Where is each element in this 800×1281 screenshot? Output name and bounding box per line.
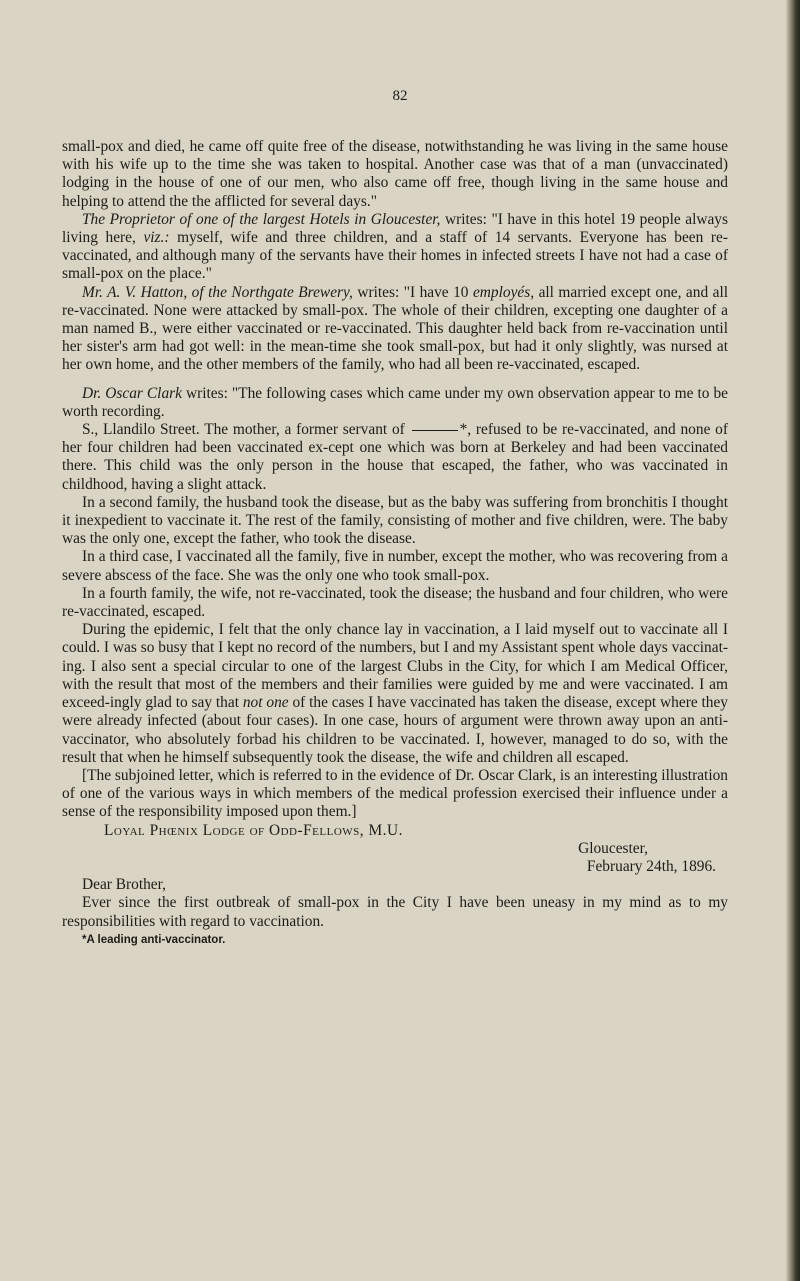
hotel-proprietor-name: The Proprietor of one of the largest Hotels in Gloucester,: [82, 210, 441, 228]
paragraph-oscar-clark: Dr. Oscar Clark writes: "The following cases which came under my own observation appear to me to be worth recording.: [62, 384, 729, 420]
letter-place: Gloucester,: [578, 839, 648, 857]
letter-paragraph-1: Ever since the first outbreak of small-pox in the City I have been uneasy in my mind as to my responsibilities with regard to vaccination.: [62, 894, 728, 930]
paragraph-epidemic: During the epidemic, I felt that the only chance lay in vaccination, a I laid myself out to vaccinate all I could. I was so busy that I kept no record of the numbers, but I and my Assistant spent whole days vaccinat-ing. I also sent a special circular to one of the largest Clubs in the City, for which I am Medical Officer, with the result that most of the members and their families were guided by me and were vaccinated. I am exceed-ingly glad to say that not one of the cases I have vaccinated has taken the disease, except where they were already infected (about four cases). In one case, hours of argument were thrown away upon an anti-vaccinator, who absolutely forbad his children to be vaccinated. I, however, managed to do so, with the result that when he himself subsequently took the disease, the wife and children all escaped.: [62, 621, 729, 766]
paragraph-second-family: In a second family, the husband took the disease, but as the baby was suffering from bronchitis I thought it inexpedient to vaccinate it. The rest of the family, consisting of mother and five children, were. The baby was the only one, except the father, who took the disease.: [62, 493, 728, 548]
lodge-heading: Loyal Phœnix Lodge of Odd-Fellows, M.U.: [104, 821, 403, 839]
hatton-name: Mr. A. V. Hatton, of the Northgate Brewery,: [82, 283, 353, 301]
paragraph-llandilo-street: S., Llandilo Street. The mother, a former servant of *, refused to be re-vaccinated, and none of her four children had been vaccinated ex-cept one which was born at Berkeley and had been vaccinated there. This child was the only person in the house that escaped, the father, who was vaccinated in childhood, having a slight attack.: [62, 421, 728, 493]
paragraph-hatton: Mr. A. V. Hatton, of the Northgate Brewery, writes: "I have 10 employés, all married except one, and all re-vaccinated. None were attacked by small-pox. The whole of their children, excepting one daughter of a man named B., were either vaccinated or re-vaccinated. This daughter held back from re-vaccination until her sister's arm had got well: in the mean-time she took small-pox, but had it only slightly, was nursed at her own home, and the other members of the family, who had all been re-vaccinated, escaped.: [62, 283, 728, 374]
paragraph-third-case: In a third case, I vaccinated all the family, five in number, except the mother, who was recovering from a severe abscess of the face. She was the only one who took small-pox.: [62, 548, 728, 584]
paragraph-1: small-pox and died, he came off quite free of the disease, notwithstanding he was living in the same house with his wife up to the time she was taken to hospital. Another case was that of a man (unvaccinated) lodging in the house of one of our men, who also came off free, though living in the same house and helping to attend the the afflicted for several days.": [62, 138, 728, 210]
paragraph-hotel-proprietor: The Proprietor of one of the largest Hotels in Gloucester, writes: "I have in this hotel 19 people always living here, viz.: myself, wife and three children, and a staff of 14 servants. Everyone has been re-vaccinated, and although many of the servants have their homes in infected streets I have not had a case of small-pox on the place.": [62, 210, 728, 283]
letter-salutation: Dear Brother,: [82, 876, 166, 894]
page-number: 82: [392, 88, 408, 104]
letter-date: February 24th, 1896.: [586, 857, 716, 875]
footnote: *A leading anti-vaccinator.: [82, 933, 226, 946]
oscar-clark-name: Dr. Oscar Clark: [82, 384, 182, 402]
page-body: [62, 138, 728, 949]
page-edge-shadow: [786, 0, 800, 1281]
paragraph-fourth-family: In a fourth family, the wife, not re-vaccinated, took the disease; the husband and four children, who were re-vaccinated, escaped.: [62, 584, 728, 621]
redacted-name-dash: [412, 430, 458, 431]
paragraph-editorial-note: [The subjoined letter, which is referred to in the evidence of Dr. Oscar Clark, is an interesting illustration of one of the various ways in which members of the medical profession exercised their influence under a sense of the responsibility imposed upon them.]: [62, 766, 728, 821]
